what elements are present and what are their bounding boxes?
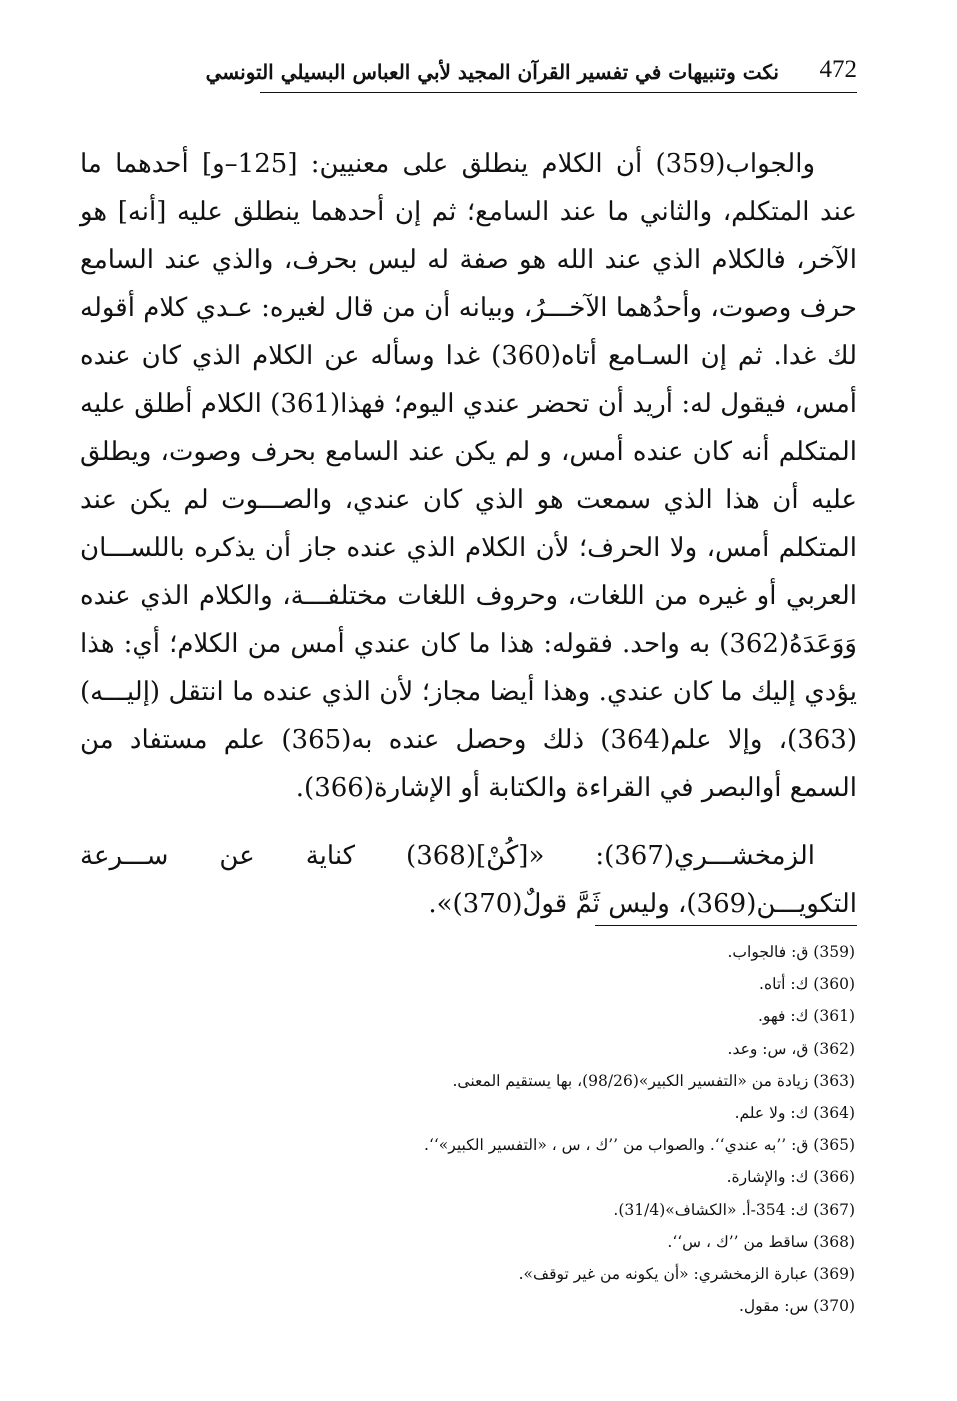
footnote-360: (360) ك: أتاه. [759,975,855,994]
footnote-370: (370) س: مقول. [738,1297,855,1316]
footnote-364: (364) ك: ولا علم. [734,1104,855,1123]
footnote-362: (362) ق، س: وعد. [727,1039,855,1058]
paragraph-zamakhshari: الزمخشـــري(367): «[كُنْ](368) كناية عن ســـرعة التكويـــن(369)، وليس ثَمَّ قولٌ(370)». [80,841,857,919]
main-text [80,140,857,928]
footnote-separator [595,925,857,926]
footnote-359: (359) ق: فالجواب. [727,943,855,961]
footnote-369: (369) عبارة الزمخشري: «أن يكونه من غير توقف». [518,1265,855,1284]
page-header [80,52,857,100]
footnote-368: (368) ساقط من ’’ك ، س‘‘. [667,1232,855,1251]
footnote-366: (366) ك: والإشارة. [726,1168,855,1187]
page-number: 472 [819,56,857,83]
footnotes [80,936,855,1322]
paragraph-answer: والجواب(359) أن الكلام ينطلق على معنيين: [125–و] أحدهما ما عند المتكلم، والثاني ما عند السامع؛ ثم إن أحدهما ينطلق عليه [أنه] هو الآخر، فالكلام الذي عند الله هو صفة له ليس بحرف، والذي عند السامع حرف وصوت، وأحدُهما الآخـــرُ، وبيانه أن من قال لغيره: عـدي كلام أقوله لك غدا. ثم إن السـامع أتاه(360) غدا وسأله عن الكلام الذي كان عنده أمس، فيقول له: أريد أن تحضر عندي اليوم؛ فهذا(361) الكلام أطلق عليه المتكلم أنه كان عنده أمس، و لم يكن عند السامع بحرف وصوت، ويطلق عليه أن هذا الذي سمعت هو الذي كان عندي، والصـــوت لم يكن عند المتكلم أمس، ولا الحرف؛ لأن الكلام الذي عنده جاز أن يذكره باللســـان العربي أو غيره من اللغات، وحروف اللغات مختلفـــة، والكلام الذي عنده وَوَعَدَهُ(362) به واحد. فقوله: هذا ما كان عندي أمس من الكلام؛ أي: هذا يؤدي إليك ما كان عندي. وهذا أيضا مجاز؛ لأن الذي عنده ما انتقل (إليـــه)(363)، وإلا علم(364) ذلك وحصل عنده به(365) علم مستفاد من السمع أوالبصر في القراءة والكتابة أو الإشارة(366). [80,149,858,803]
footnote-365: (365) ق: ’’به عندي‘‘. والصواب من ’’ك ، س ، «التفسير الكبير»‘‘. [424,1136,855,1155]
footnote-363: (363) زيادة من «التفسير الكبير»(98/26)، بها يستقيم المعنى. [452,1071,855,1090]
footnote-367: (367) ك: 354-أ. «الكشاف»(31/4). [613,1200,855,1219]
header-rule [260,92,857,93]
running-title: نكت وتنبيهات في تفسير القرآن المجيد لأبي العباس البسيلي التونسي [205,60,779,84]
footnote-361: (361) ك: فهو. [757,1007,855,1026]
